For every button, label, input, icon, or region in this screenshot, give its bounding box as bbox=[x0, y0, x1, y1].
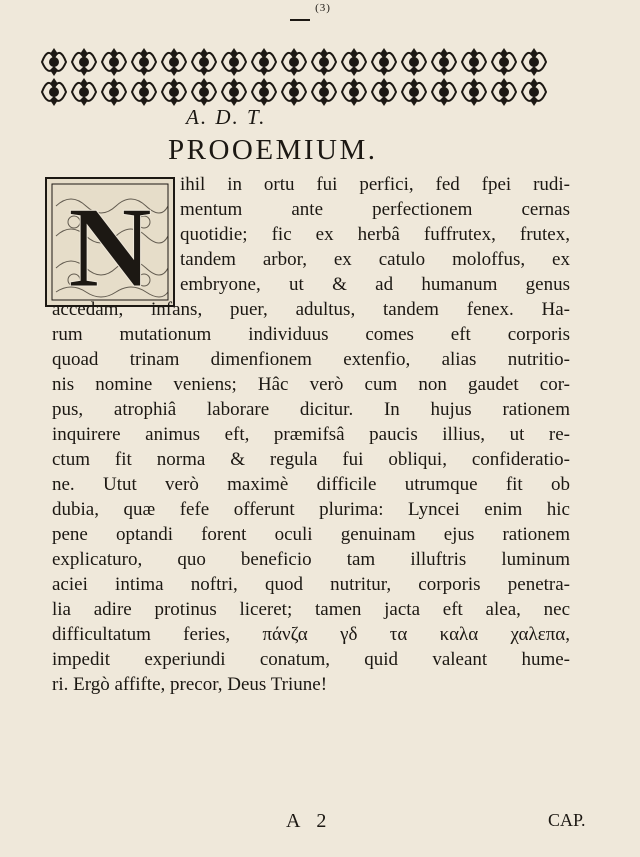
handwritten-annotation: A. D. T. bbox=[186, 105, 267, 129]
text-line: pene optandi forent oculi genuinam ejus rationem bbox=[52, 524, 570, 545]
text-line: pus, atrophiâ laborare dicitur. In hujus rationem bbox=[52, 399, 570, 420]
text-line: tandem arbor, ex catulo moloffus, ex bbox=[180, 249, 570, 270]
text-line: dubia, quæ fefe offerunt plurima: Lyncei enim hic bbox=[52, 499, 570, 520]
text-line: ihil in ortu fui perfici, fed fpei rudi- bbox=[180, 174, 570, 195]
text-line: explicaturo, quo beneficio tam illuftris luminum bbox=[52, 549, 570, 570]
catchword: CAP. bbox=[548, 810, 586, 830]
section-heading: PROOEMIUM. bbox=[168, 134, 378, 166]
text-line: ri. Ergò affifte, precor, Deus Triune! bbox=[52, 674, 328, 695]
page-number: (3) bbox=[315, 2, 331, 14]
text-line: impedit experiundi conatum, quid valeant hume- bbox=[52, 649, 570, 670]
text-line: quoad trinam dimenfionem extenfio, alias nutritio- bbox=[52, 349, 570, 370]
text-line: ne. Utut verò maximè difficile utrumque fit ob bbox=[52, 474, 570, 495]
initial-letter: N bbox=[68, 184, 152, 308]
text-line: quotidie; fic ex herbâ fuffrutex, frutex, bbox=[180, 224, 570, 245]
text-line: ctum fit norma & regula fui obliqui, confideratio- bbox=[52, 449, 570, 470]
text-line: aciei intima noftri, quod nutritur, corporis penetra- bbox=[52, 574, 570, 595]
text-line: embryone, ut & ad humanum genus bbox=[180, 274, 570, 295]
text-line: difficultatum feries, πάνζα γδ τα καλα χαλεπα, bbox=[52, 624, 570, 645]
text-line: mentum ante perfectionem cernas bbox=[180, 199, 570, 220]
text-line: rum mutationum individuus comes eft corporis bbox=[52, 324, 570, 345]
text-line: lia adire protinus liceret; tamen jacta eft alea, nec bbox=[52, 599, 570, 620]
text-line: accedam, infans, puer, adultus, tandem fenex. Ha- bbox=[52, 299, 570, 320]
text-line: nis nomine veniens; Hâc verò cum non gaudet cor- bbox=[52, 374, 570, 395]
text-line: inquirere animus eft, præmifsâ paucis illius, ut re- bbox=[52, 424, 570, 445]
signature-mark: A 2 bbox=[286, 810, 333, 832]
